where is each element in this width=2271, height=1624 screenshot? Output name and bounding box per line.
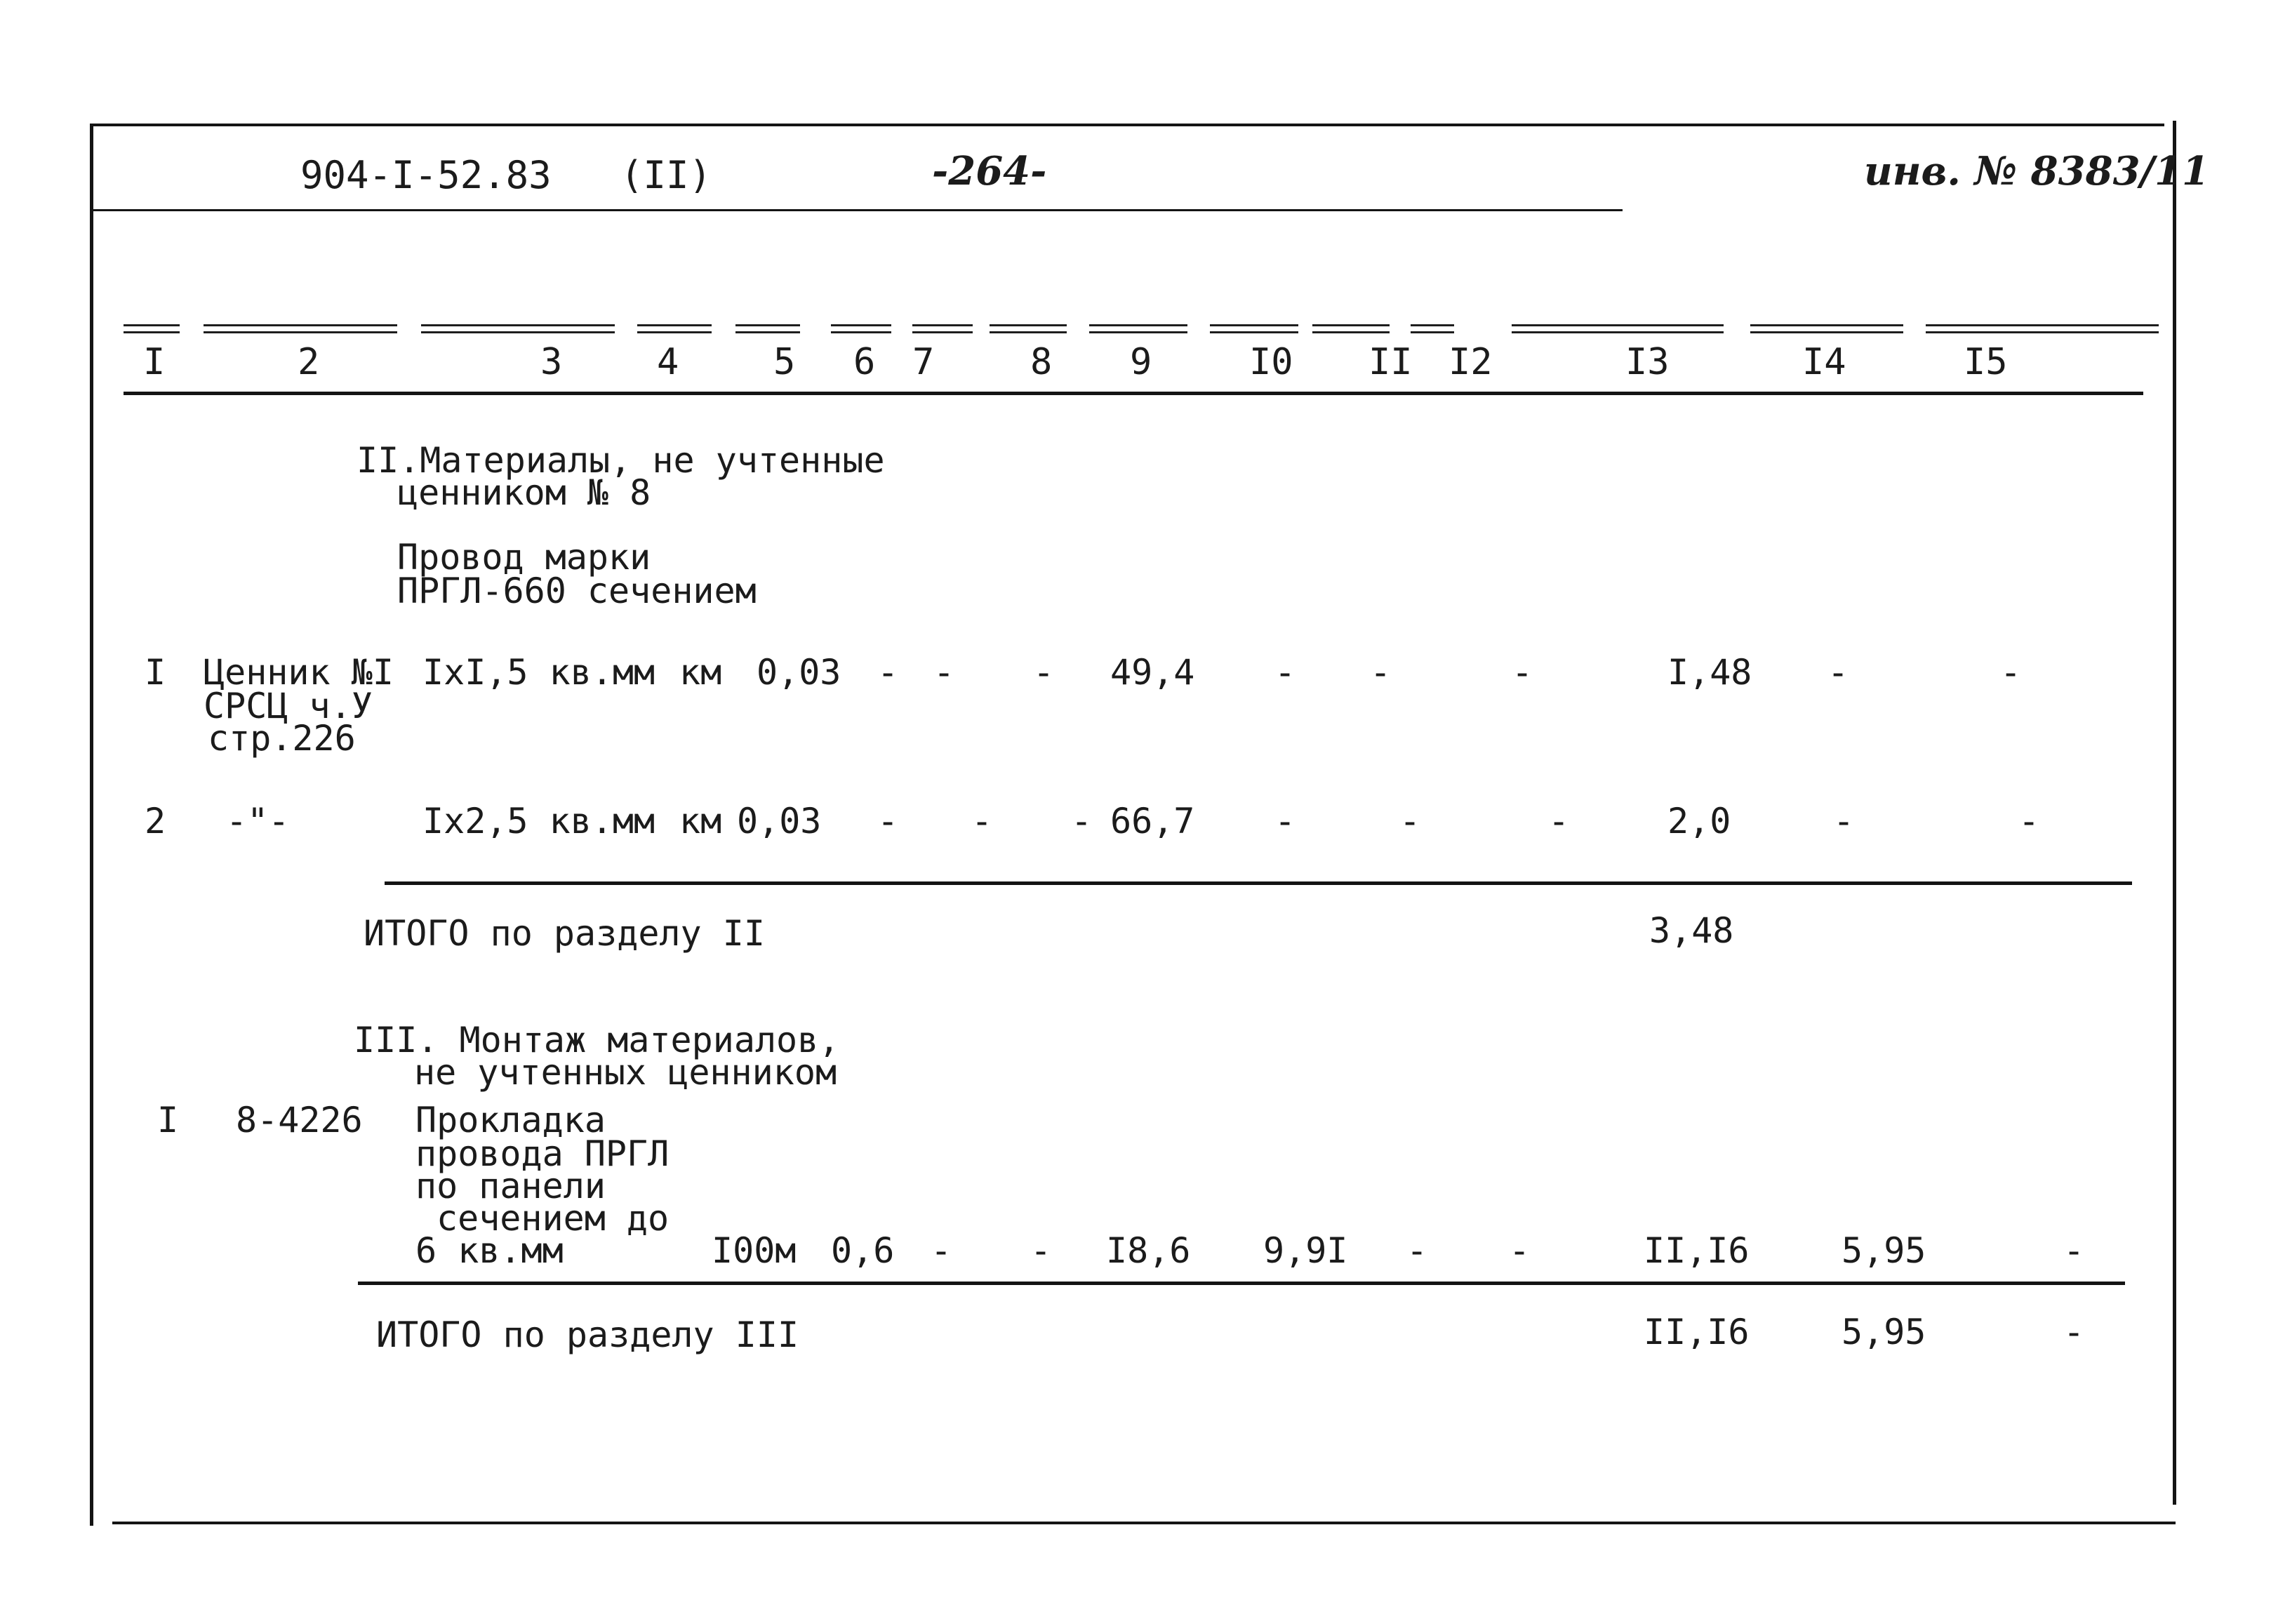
cell-c10: -: [1274, 652, 1296, 693]
frame-bottom: [112, 1522, 2176, 1524]
cell-c6: -: [877, 652, 899, 693]
row-description: Прокладка: [415, 1100, 606, 1140]
row-unit: км: [679, 652, 722, 693]
cell-c6: -: [931, 1230, 952, 1271]
frame-header-rule: [93, 209, 1623, 211]
row-reference: Ценник №I: [204, 652, 394, 693]
cell-c13: II,I6: [1644, 1230, 1750, 1271]
row-description: 6 кв.мм: [415, 1230, 564, 1271]
cell-c14: -: [1833, 801, 1855, 841]
section3-total-c13: II,I6: [1644, 1312, 1750, 1352]
cell-c12: -: [1512, 652, 1533, 693]
column-number: 9: [1130, 341, 1152, 383]
row-description: сечением до: [437, 1198, 670, 1239]
cell-c9: 66,7: [1110, 801, 1195, 841]
column-number: I2: [1448, 341, 1493, 383]
cell-c11: -: [1370, 652, 1392, 693]
cell-c12: -: [1548, 801, 1570, 841]
cell-c15: -: [2000, 652, 2022, 693]
column-number: 8: [1030, 341, 1053, 383]
row-reference: -"-: [226, 801, 290, 841]
cell-c9: I8,6: [1106, 1230, 1191, 1271]
section3-total-label: ИТОГО по разделу III: [376, 1314, 799, 1355]
frame-top: [90, 124, 2164, 126]
column-number: I5: [1964, 341, 2008, 383]
cell-c11: -: [1406, 1230, 1428, 1271]
inventory-number: инв. № 8383/11: [1864, 148, 2209, 194]
page-number: -264-: [932, 148, 1047, 194]
cell-c15: -: [2018, 801, 2040, 841]
column-number: II: [1368, 341, 1413, 383]
cell-c13: 2,0: [1667, 801, 1731, 841]
section3-total-rule: [358, 1282, 2125, 1285]
row-description: провода ПРГЛ: [415, 1133, 670, 1174]
cell-c7: -: [1030, 1230, 1052, 1271]
row-number: I: [157, 1100, 179, 1140]
cell-c14: 5,95: [1842, 1230, 1926, 1271]
row-description: Ix2,5 кв.мм: [422, 801, 655, 841]
section2-total-rule: [385, 881, 2132, 885]
row-description: IxI,5 кв.мм: [422, 652, 655, 693]
cell-c14: -: [1827, 652, 1849, 693]
column-number: 3: [540, 341, 563, 383]
row-reference: 8-4226: [236, 1100, 363, 1140]
row-reference: СРСЦ ч.У: [204, 686, 373, 726]
row-unit: I00м: [712, 1230, 797, 1271]
section3-title: не учтенных ценником: [414, 1052, 837, 1093]
column-number: 2: [298, 341, 320, 383]
cell-c9: 49,4: [1110, 652, 1195, 693]
section2-total-c13: 3,48: [1649, 910, 1734, 951]
row-description: по панели: [415, 1166, 606, 1206]
column-header-rule: [124, 392, 2143, 395]
row-quantity: 0,03: [757, 652, 841, 693]
frame-right: [2173, 121, 2176, 1505]
section2-subtitle: ПРГЛ-660 сечением: [397, 571, 757, 611]
doc-part: (II): [620, 153, 712, 197]
cell-c12: -: [1509, 1230, 1531, 1271]
section2-subtitle: Провод марки: [397, 537, 651, 578]
section2-title: ценником № 8: [397, 472, 651, 513]
section3-total-c15: -: [2063, 1312, 2085, 1352]
row-number: I: [145, 652, 166, 693]
row-quantity: 0,6: [831, 1230, 895, 1271]
cell-c10: -: [1274, 801, 1296, 841]
cell-c15: -: [2063, 1230, 2085, 1271]
column-number: 4: [657, 341, 679, 383]
column-number: I0: [1249, 341, 1293, 383]
row-unit: км: [679, 801, 722, 841]
row-number: 2: [145, 801, 166, 841]
column-number: 7: [912, 341, 935, 383]
row-reference: стр.226: [208, 718, 356, 759]
cell-c8: -: [1071, 801, 1093, 841]
doc-code: 904-I-52.83: [300, 153, 552, 197]
cell-c11: -: [1399, 801, 1421, 841]
column-number: I3: [1625, 341, 1670, 383]
column-number: I4: [1802, 341, 1846, 383]
cell-c7: -: [971, 801, 993, 841]
cell-c10: 9,9I: [1263, 1230, 1348, 1271]
section2-title: II.Материалы, не учтенные: [357, 440, 885, 481]
column-number: 6: [853, 341, 876, 383]
section3-title: III. Монтаж материалов,: [354, 1020, 840, 1060]
column-number: 5: [773, 341, 796, 383]
cell-c6: -: [877, 801, 899, 841]
cell-c8: -: [1033, 652, 1055, 693]
frame-left: [90, 124, 93, 1526]
row-quantity: 0,03: [737, 801, 822, 841]
column-number: I: [143, 341, 166, 383]
cell-c13: I,48: [1667, 652, 1752, 693]
section2-total-label: ИТОГО по разделу II: [364, 913, 765, 954]
cell-c7: -: [933, 652, 955, 693]
section3-total-c14: 5,95: [1842, 1312, 1926, 1352]
